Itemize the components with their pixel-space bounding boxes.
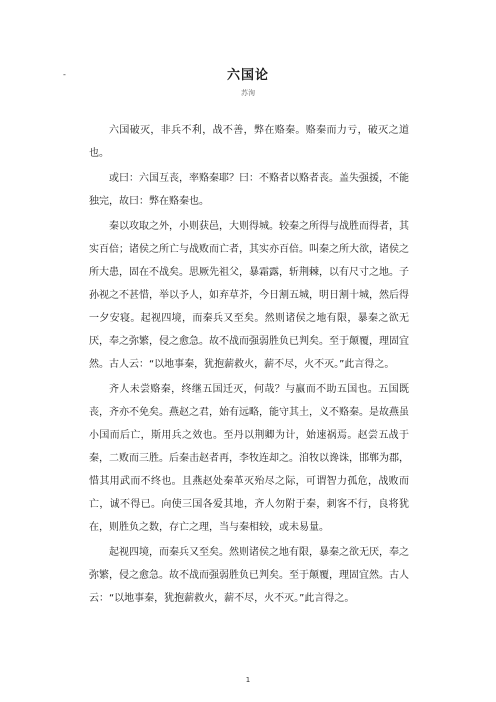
paragraph: 起视四境，而秦兵又至矣。然则诸侯之地有限，暴秦之欲无厌，奉之弥繁，侵之愈急。故不战而强弱胜负已判矣。至于颠覆，理固宜然。古人云：“以地事秦，犹抱薪救火，薪不尽，火不灭。”此言得之。 xyxy=(89,547,409,604)
paragraph: 齐人未尝赂秦，终继五国迁灭，何哉？与嬴而不助五国也。五国既丧，齐亦不免矣。燕赵之君，始有远略，能守其土，义不赂秦。是故燕虽小国而后亡，斯用兵之效也。至丹以荆卿为计，始速祸焉。赵尝五战于秦，二败而三胜。后秦击赵者再，李牧连却之。洎牧以谗诛，邯郸为郡，惜其用武而不终也。且燕赵处秦革灭殆尽之际，可谓智力孤危，战败而亡，诚不得已。向使三国各爱其地，齐人勿附于秦，刺客不行，良将犹在，则胜负之数，存亡之理，当与秦相较，或未易量。 xyxy=(89,384,409,533)
paragraph: 六国破灭，非兵不利，战不善，弊在赂秦。赂秦而力亏，破灭之道也。 xyxy=(89,125,409,159)
header-marker: - xyxy=(63,70,66,79)
page-number: 1 xyxy=(245,676,251,684)
document-body xyxy=(89,119,409,612)
author-name: 苏洵 xyxy=(241,89,255,97)
paragraph: 秦以攻取之外，小则获邑，大则得城。较秦之所得与战胜而得者，其实百倍；诸侯之所亡与战败而亡者，其实亦百倍。叫秦之所大欲，诸侯之所大患，固在不战矣。思厥先祖父，暴霜露，斩荆棘，以有尺寸之地。子孙视之不甚惜，举以予人，如弃草芥，今日割五城，明日割十城，然后得一夕安寝。起视四境，而秦兵又至矣。然则诸侯之地有限，暴秦之欲无厌，奉之弥繁，侵之愈急。故不战而强弱胜负已判矣。至于颠覆，理固宜然。古人云：“以地事秦，犹抱薪救火，薪不尽，火不灭。”此言得之。 xyxy=(89,221,409,370)
page-title: 六国论 xyxy=(226,68,269,83)
paragraph: 或曰：六国互丧，率赂秦耶？曰：不赂者以赂者丧。盖失强援，不能独完，故曰：弊在赂秦也。 xyxy=(89,173,409,207)
